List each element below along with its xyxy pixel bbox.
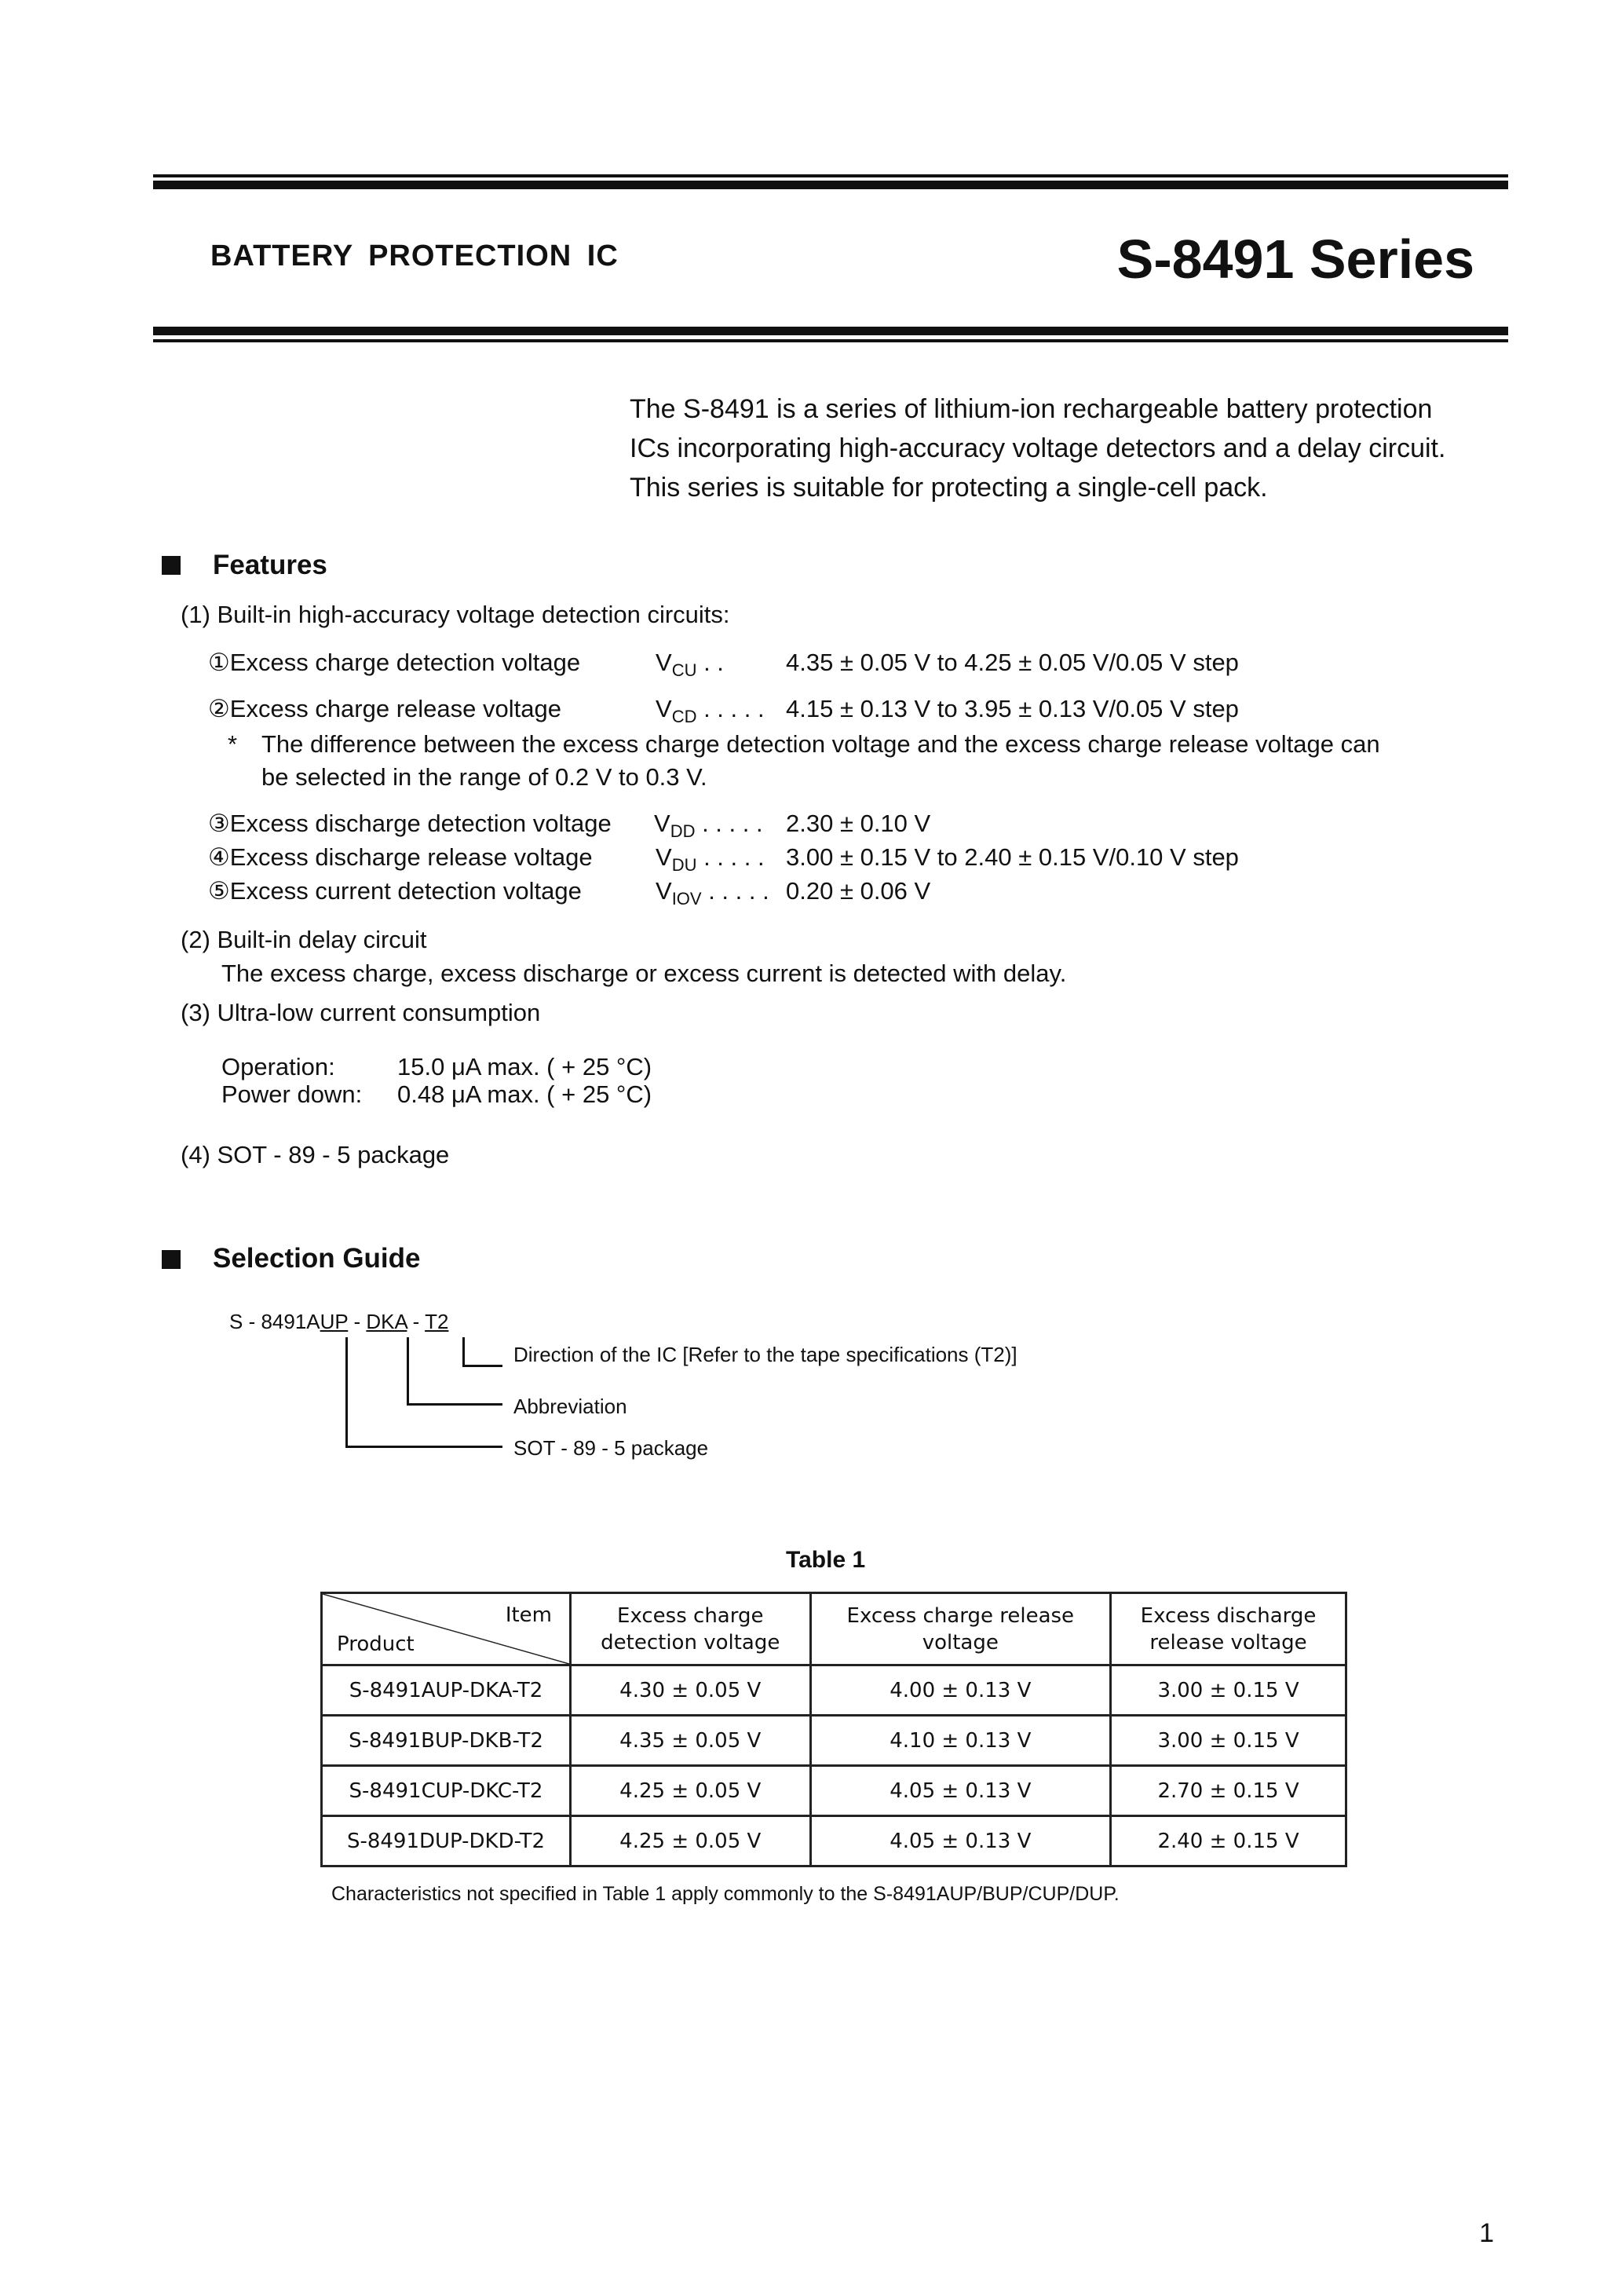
label-package: SOT - 89 - 5 package bbox=[513, 1436, 709, 1460]
table-row bbox=[322, 1665, 1346, 1716]
characteristic-symbol: $V_{IOV}$ . . . . . bbox=[656, 877, 769, 909]
table-row bbox=[322, 1816, 1346, 1866]
feature-item-1: (1) Built-in high-accuracy voltage detection circuits: bbox=[181, 601, 730, 628]
intro-line: This series is suitable for protecting a single-cell pack. bbox=[630, 473, 1268, 503]
label-direction: Direction of the IC [Refer to the tape specifications (T2)] bbox=[513, 1343, 1017, 1366]
table-row bbox=[322, 1766, 1346, 1816]
note-asterisk: * bbox=[228, 730, 238, 758]
part-number-code: S - 8491AUP - DKA - T2 bbox=[229, 1310, 449, 1333]
table-header-cell: Excess charge detection voltage bbox=[571, 1593, 811, 1665]
characteristic-label: ⑤Excess current detection voltage bbox=[208, 877, 582, 905]
operation-label: Operation: bbox=[221, 1053, 335, 1080]
table-cell: 2.70 ± 0.15 V bbox=[1111, 1766, 1346, 1816]
characteristic-symbol: $V_{CU}$ . . bbox=[656, 649, 724, 680]
corner-item-label: Item bbox=[505, 1603, 552, 1627]
features-bullet-icon bbox=[162, 556, 181, 575]
selection-bullet-icon bbox=[162, 1250, 181, 1269]
table-cell: 4.35 ± 0.05 V bbox=[571, 1716, 811, 1766]
intro-line: The S-8491 is a series of lithium-ion rechargeable battery protection bbox=[630, 394, 1433, 424]
corner-product-label: Product bbox=[337, 1632, 415, 1656]
feature-item-2-desc: The excess charge, excess discharge or excess current is detected with delay. bbox=[221, 960, 1067, 987]
feature-item-2: (2) Built-in delay circuit bbox=[181, 926, 427, 953]
part-code-direction: T2 bbox=[425, 1310, 449, 1333]
table-row bbox=[322, 1716, 1346, 1766]
table-header-cell: Excess discharge release voltage bbox=[1111, 1593, 1346, 1665]
part-code-abbreviation: DKA bbox=[366, 1310, 407, 1333]
table-cell: 4.25 ± 0.05 V bbox=[571, 1816, 811, 1866]
characteristic-symbol: $V_{DD}$ . . . . . bbox=[654, 810, 763, 841]
characteristic-symbol: $V_{DU}$ . . . . . bbox=[656, 843, 765, 875]
characteristic-label: ④Excess discharge release voltage bbox=[208, 843, 593, 871]
header-rule-top-thin bbox=[153, 174, 1508, 177]
product-name-cell: S-8491CUP-DKC-T2 bbox=[322, 1766, 571, 1816]
table-cell: 4.10 ± 0.13 V bbox=[810, 1716, 1111, 1766]
powerdown-value: 0.48 μA max. ( + 25 °C) bbox=[397, 1080, 652, 1108]
header-rule-top-thick bbox=[153, 181, 1508, 189]
connector-line-direction bbox=[462, 1365, 502, 1367]
characteristic-value: 2.30 ± 0.10 V bbox=[786, 810, 931, 837]
feature-item-4: (4) SOT - 89 - 5 package bbox=[181, 1141, 450, 1168]
feature-item-3: (3) Ultra-low current consumption bbox=[181, 999, 541, 1026]
connector-line-package bbox=[345, 1337, 348, 1447]
note-line: The difference between the excess charge detection voltage and the excess charge release voltage can bbox=[261, 730, 1380, 758]
connector-line-abbreviation bbox=[407, 1337, 409, 1405]
document-category: BATTERY PROTECTION IC bbox=[210, 239, 619, 272]
operation-value: 15.0 μA max. ( + 25 °C) bbox=[397, 1053, 652, 1080]
product-name-cell: S-8491BUP-DKB-T2 bbox=[322, 1716, 571, 1766]
table-header-row bbox=[322, 1593, 1346, 1665]
table-cell: 4.00 ± 0.13 V bbox=[810, 1665, 1111, 1716]
table-footnote: Characteristics not specified in Table 1 apply commonly to the S-8491AUP/BUP/CUP/DUP. bbox=[331, 1883, 1120, 1905]
part-code-package: UP bbox=[320, 1310, 349, 1333]
connector-line-package bbox=[345, 1446, 502, 1448]
connector-line-direction bbox=[462, 1337, 465, 1366]
table-header-cell: Excess charge release voltage bbox=[810, 1593, 1111, 1665]
header-rule-bottom-thick bbox=[153, 327, 1508, 335]
table-cell: 3.00 ± 0.15 V bbox=[1111, 1665, 1346, 1716]
table-caption: Table 1 bbox=[786, 1547, 866, 1573]
characteristic-value: 0.20 ± 0.06 V bbox=[786, 877, 931, 905]
connector-line-abbreviation bbox=[407, 1403, 502, 1406]
features-heading: Features bbox=[213, 550, 327, 580]
header-rule-bottom-thin bbox=[153, 339, 1508, 342]
characteristic-value: 3.00 ± 0.15 V to 2.40 ± 0.15 V/0.10 V step bbox=[786, 843, 1239, 871]
product-table bbox=[320, 1592, 1347, 1867]
note-line: be selected in the range of 0.2 V to 0.3 V. bbox=[261, 763, 707, 791]
characteristic-value: 4.15 ± 0.13 V to 3.95 ± 0.13 V/0.05 V step bbox=[786, 695, 1239, 722]
selection-guide-heading: Selection Guide bbox=[213, 1243, 421, 1274]
intro-line: ICs incorporating high-accuracy voltage detectors and a delay circuit. bbox=[630, 433, 1446, 463]
label-abbreviation: Abbreviation bbox=[513, 1395, 627, 1418]
table-cell: 4.05 ± 0.13 V bbox=[810, 1816, 1111, 1866]
table-cell: 3.00 ± 0.15 V bbox=[1111, 1716, 1346, 1766]
table-corner-cell bbox=[322, 1593, 571, 1665]
intro-paragraph bbox=[630, 389, 1445, 507]
product-name-cell: S-8491AUP-DKA-T2 bbox=[322, 1665, 571, 1716]
characteristic-label: ③Excess discharge detection voltage bbox=[208, 810, 612, 837]
characteristic-label: ②Excess charge release voltage bbox=[208, 695, 561, 722]
table-cell: 4.30 ± 0.05 V bbox=[571, 1665, 811, 1716]
powerdown-label: Power down: bbox=[221, 1080, 363, 1108]
characteristic-value: 4.35 ± 0.05 V to 4.25 ± 0.05 V/0.05 V step bbox=[786, 649, 1239, 676]
product-name-cell: S-8491DUP-DKD-T2 bbox=[322, 1816, 571, 1866]
document-title: S-8491 Series bbox=[1116, 229, 1474, 290]
characteristic-symbol: $V_{CD}$ . . . . . bbox=[656, 695, 765, 726]
table-cell: 4.05 ± 0.13 V bbox=[810, 1766, 1111, 1816]
table-cell: 2.40 ± 0.15 V bbox=[1111, 1816, 1346, 1866]
characteristic-label: ①Excess charge detection voltage bbox=[208, 649, 581, 676]
table-cell: 4.25 ± 0.05 V bbox=[571, 1766, 811, 1816]
page-number: 1 bbox=[1479, 2218, 1494, 2248]
